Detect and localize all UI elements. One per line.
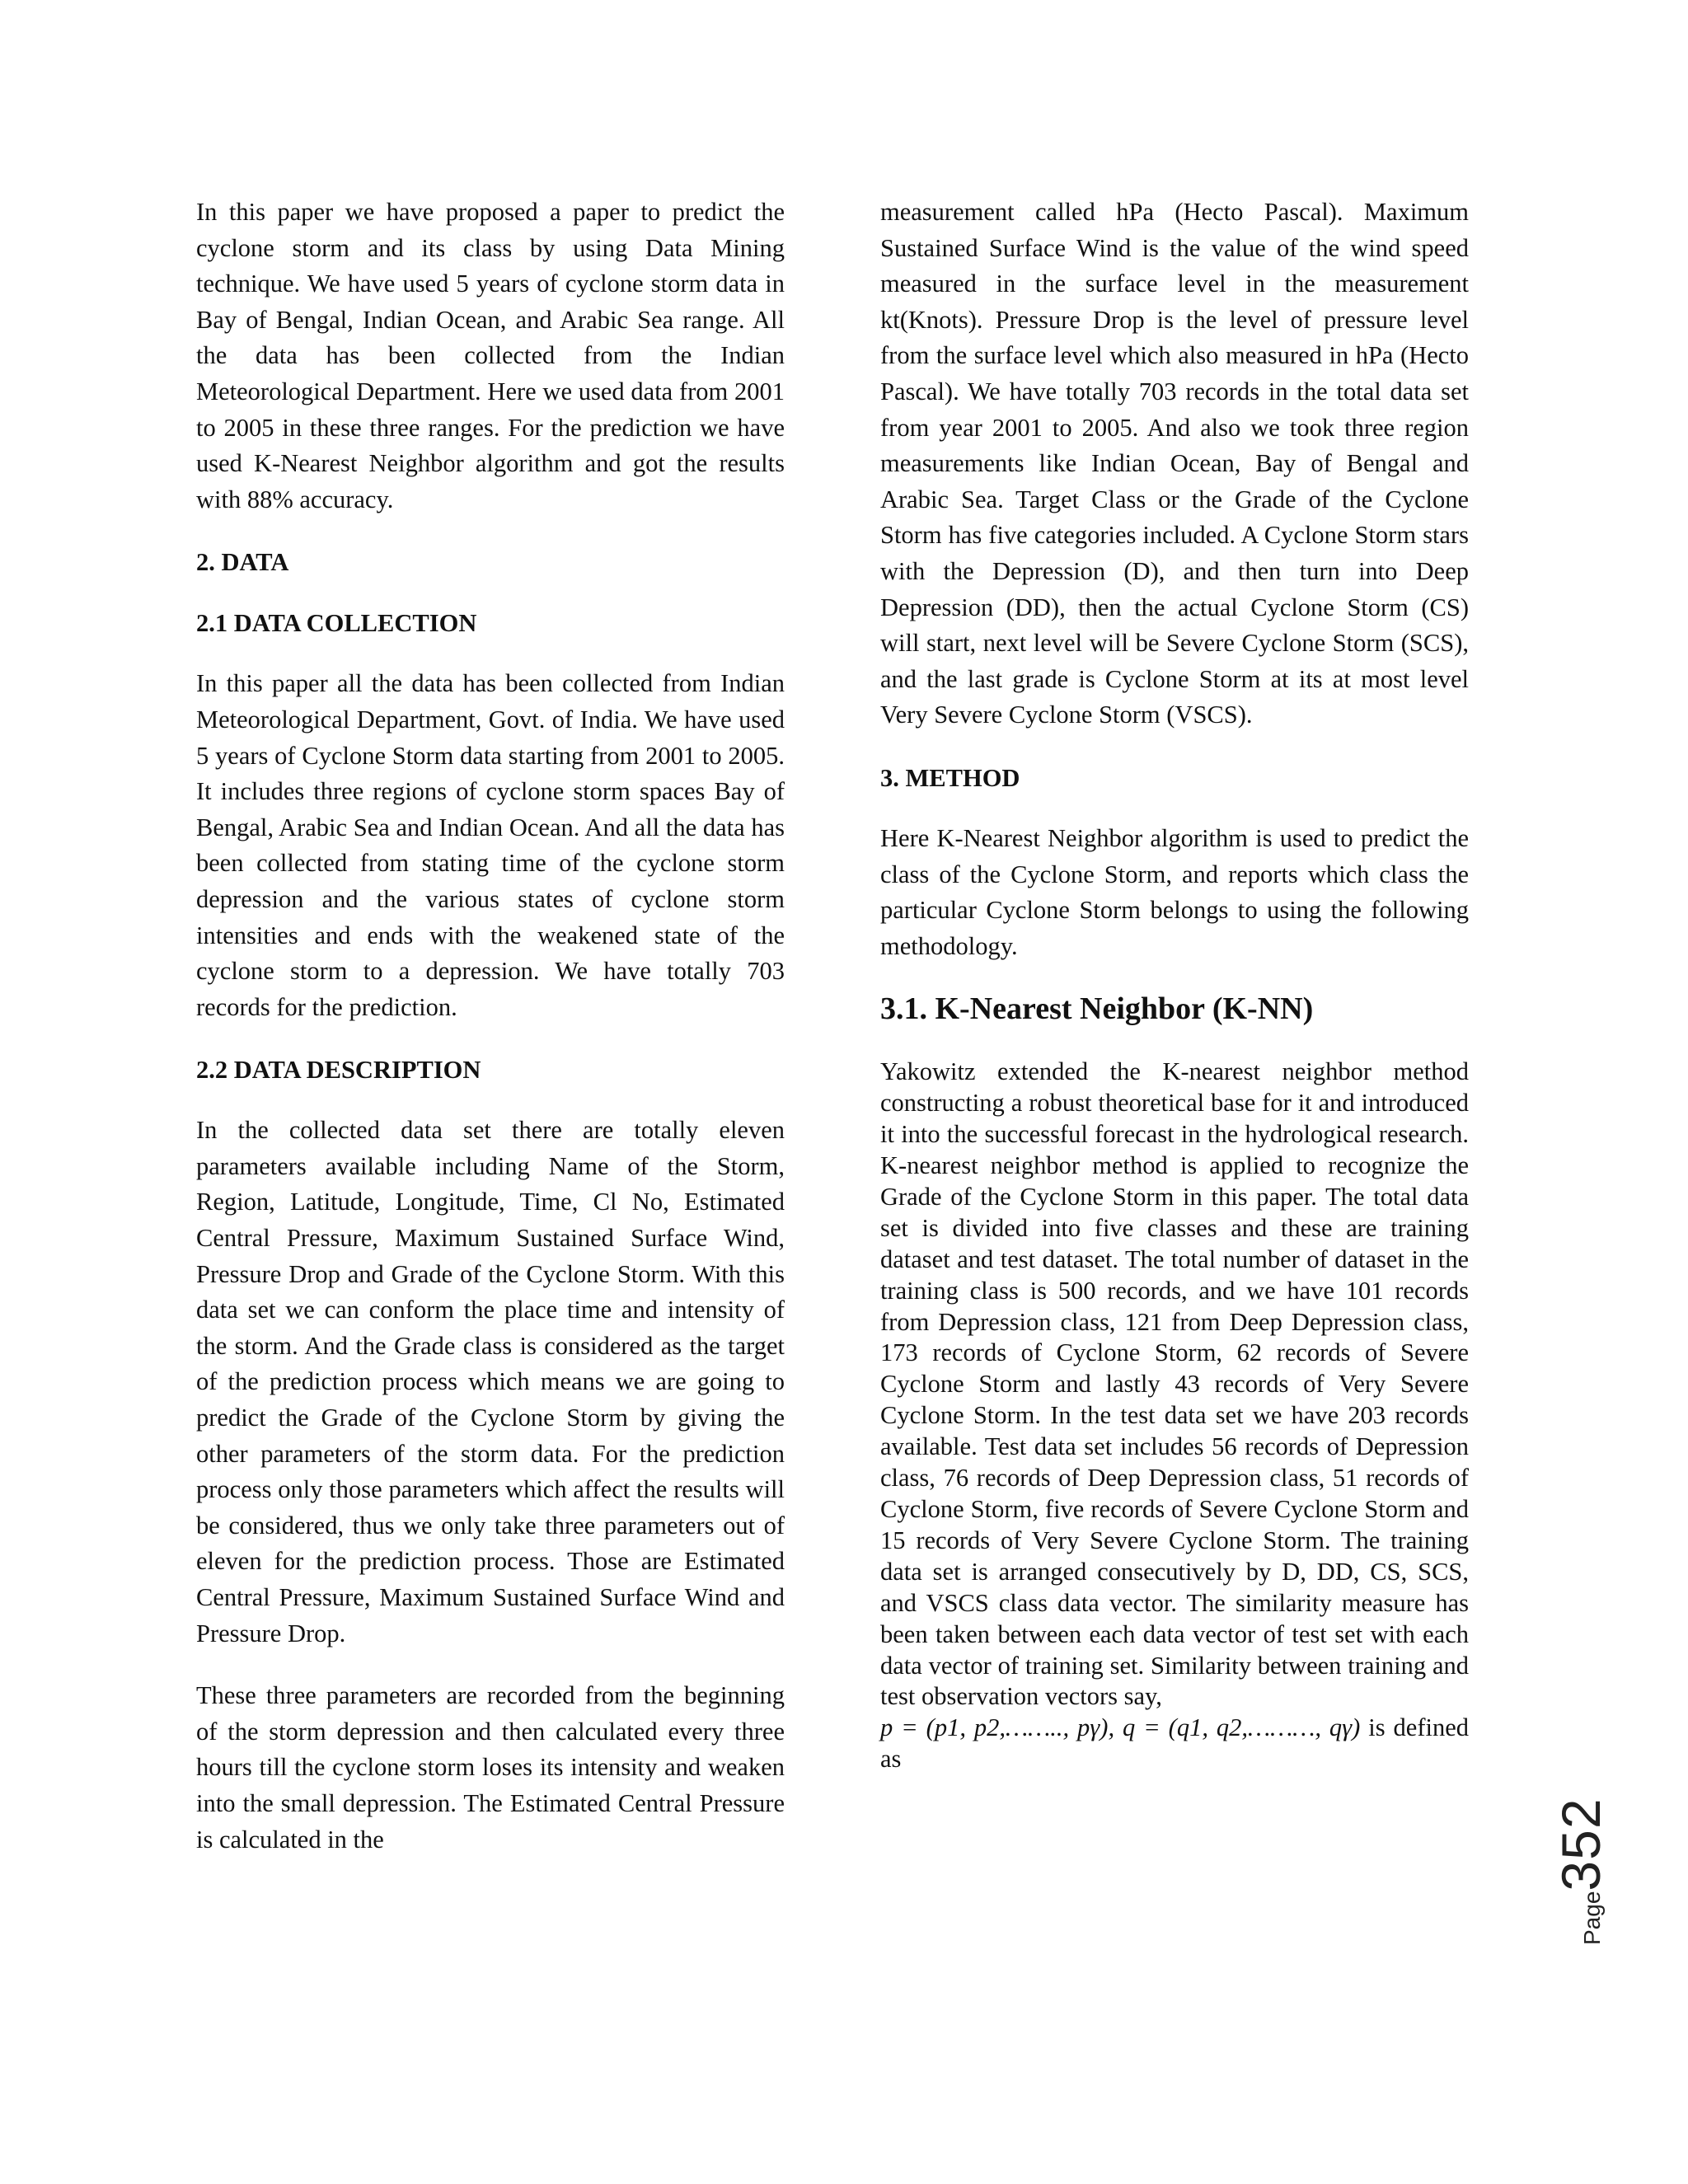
section-heading-method: 3. METHOD <box>880 763 1020 792</box>
section-heading-data: 2. DATA <box>196 548 289 577</box>
data-collection-paragraph: In this paper all the data has been collected from Indian Meteorological Department, Govt. of India. We have used 5 years of Cyclone Storm data starting from 2001 to 2005. It includes three regions of cyclone storm spaces Bay of Bengal, Arabic Sea and Indian Ocean. And all the data has been collected from stating time of the cyclone storm depression and the various states of cyclone storm intensities and ends with the weakened state of the cyclone storm to a depression. We have totally 703 records for the prediction. <box>196 669 785 1021</box>
continued-paragraph: measurement called hPa (Hecto Pascal). Maximum Sustained Surface Wind is the value of the wind speed measured in the surface level in the measurement kt(Knots). Pressure Drop is the level of pressure level from the surface level which also measured in hPa (Hecto Pascal). We have totally 703 records in the total data set from year 2001 to 2005. And also we took three region measurements like Indian Ocean, Bay of Bengal and Arabic Sea. Target Class or the Grade of the Cyclone Storm has five categories included. A Cyclone Storm stars with the Depression (D), and then turn into Deep Depression (DD), then the actual Cyclone Storm (CS) will start, next level will be Severe Cyclone Storm (SCS), and the last grade is Cyclone Storm at its at most level Very Severe Cyclone Storm (VSCS). <box>880 198 1469 729</box>
parameters-recorded-paragraph: These three parameters are recorded from the beginning of the storm depression and then calculated every three hours till the cyclone storm loses its intensity and weaken into the small depression. The Estimated Central Pressure is calculated in the <box>196 1681 785 1854</box>
page-number: 352 <box>1550 1797 1611 1891</box>
section-heading-data-collection: 2.1 DATA COLLECTION <box>196 609 477 638</box>
knn-paragraph: Yakowitz extended the K-nearest neighbor method constructing a robust theoretical base for it and introduced it into the successful forecast in the hydrological research. K-nearest neighbor method is applied to recognize the Grade of the Cyclone Storm in this paper. The total data set is divided into five classes and these are training dataset and test dataset. The total number of dataset in the training class is 500 records, and we have 101 records from Depression class, 121 from Deep Depression class, 173 records of Cyclone Storm, 62 records of Severe Cyclone Storm and lastly 43 records of Very Severe Cyclone Storm. In the test data set we have 203 records available. Test data set includes 56 records of Depression class, 76 records of Deep Depression class, 51 records of Cyclone Storm, five records of Severe Cyclone Storm and 15 records of Very Severe Cyclone Storm. The training data set is arranged consecutively by D, DD, CS, SCS, and VSCS class data vector. The similarity measure has been taken between each data vector of test set with each data vector of training set. Similarity between training and test observation vectors say, <box>880 1057 1469 1711</box>
data-description-paragraph: In the collected data set there are totally eleven parameters available including Name of the Storm, Region, Latitude, Longitude, Time, Cl No, Estimated Central Pressure, Maximum Sustained Surface Wind, Pressure Drop and Grade of the Cyclone Storm. With this data set we can conform the place time and intensity of the storm. And the Grade class is considered as the target of the prediction process which means we are going to predict the Grade of the Cyclone Storm by giving the other parameters of the storm data. For the prediction process only those parameters which affect the results will be considered, thus we only take three parameters out of eleven for the prediction process. Those are Estimated Central Pressure, Maximum Sustained Surface Wind and Pressure Drop. <box>196 1116 785 1647</box>
formula-tail: is defined as <box>880 1713 1469 1774</box>
similarity-formula <box>880 1713 1469 1775</box>
section-heading-knn: 3.1. K-Nearest Neighbor (K-NN) <box>880 991 1314 1027</box>
left-column <box>196 194 785 1858</box>
method-paragraph: Here K-Nearest Neighbor algorithm is used to predict the class of the Cyclone Storm, and reports which class the particular Cyclone Storm belongs to using the following methodology. <box>880 823 1469 960</box>
intro-paragraph: In this paper we have proposed a paper to predict the cyclone storm and its class by using Data Mining technique. We have used 5 years of cyclone storm data in Bay of Bengal, Indian Ocean, and Arabic Sea range. All the data has been collected from the Indian Meteorological Department. Here we used data from 2001 to 2005 in these three ranges. For the prediction we have used K-Nearest Neighbor algorithm and got the results with 88% accuracy. <box>196 198 785 513</box>
right-column <box>880 194 1469 1775</box>
formula-vectors: p = (p1, p2,…….., pγ), q = (q1, q2,………, qγ) <box>880 1713 1361 1742</box>
section-heading-data-description: 2.2 DATA DESCRIPTION <box>196 1056 481 1085</box>
page-number-block <box>1531 1772 1630 1953</box>
page-word: Page <box>1579 1891 1605 1945</box>
